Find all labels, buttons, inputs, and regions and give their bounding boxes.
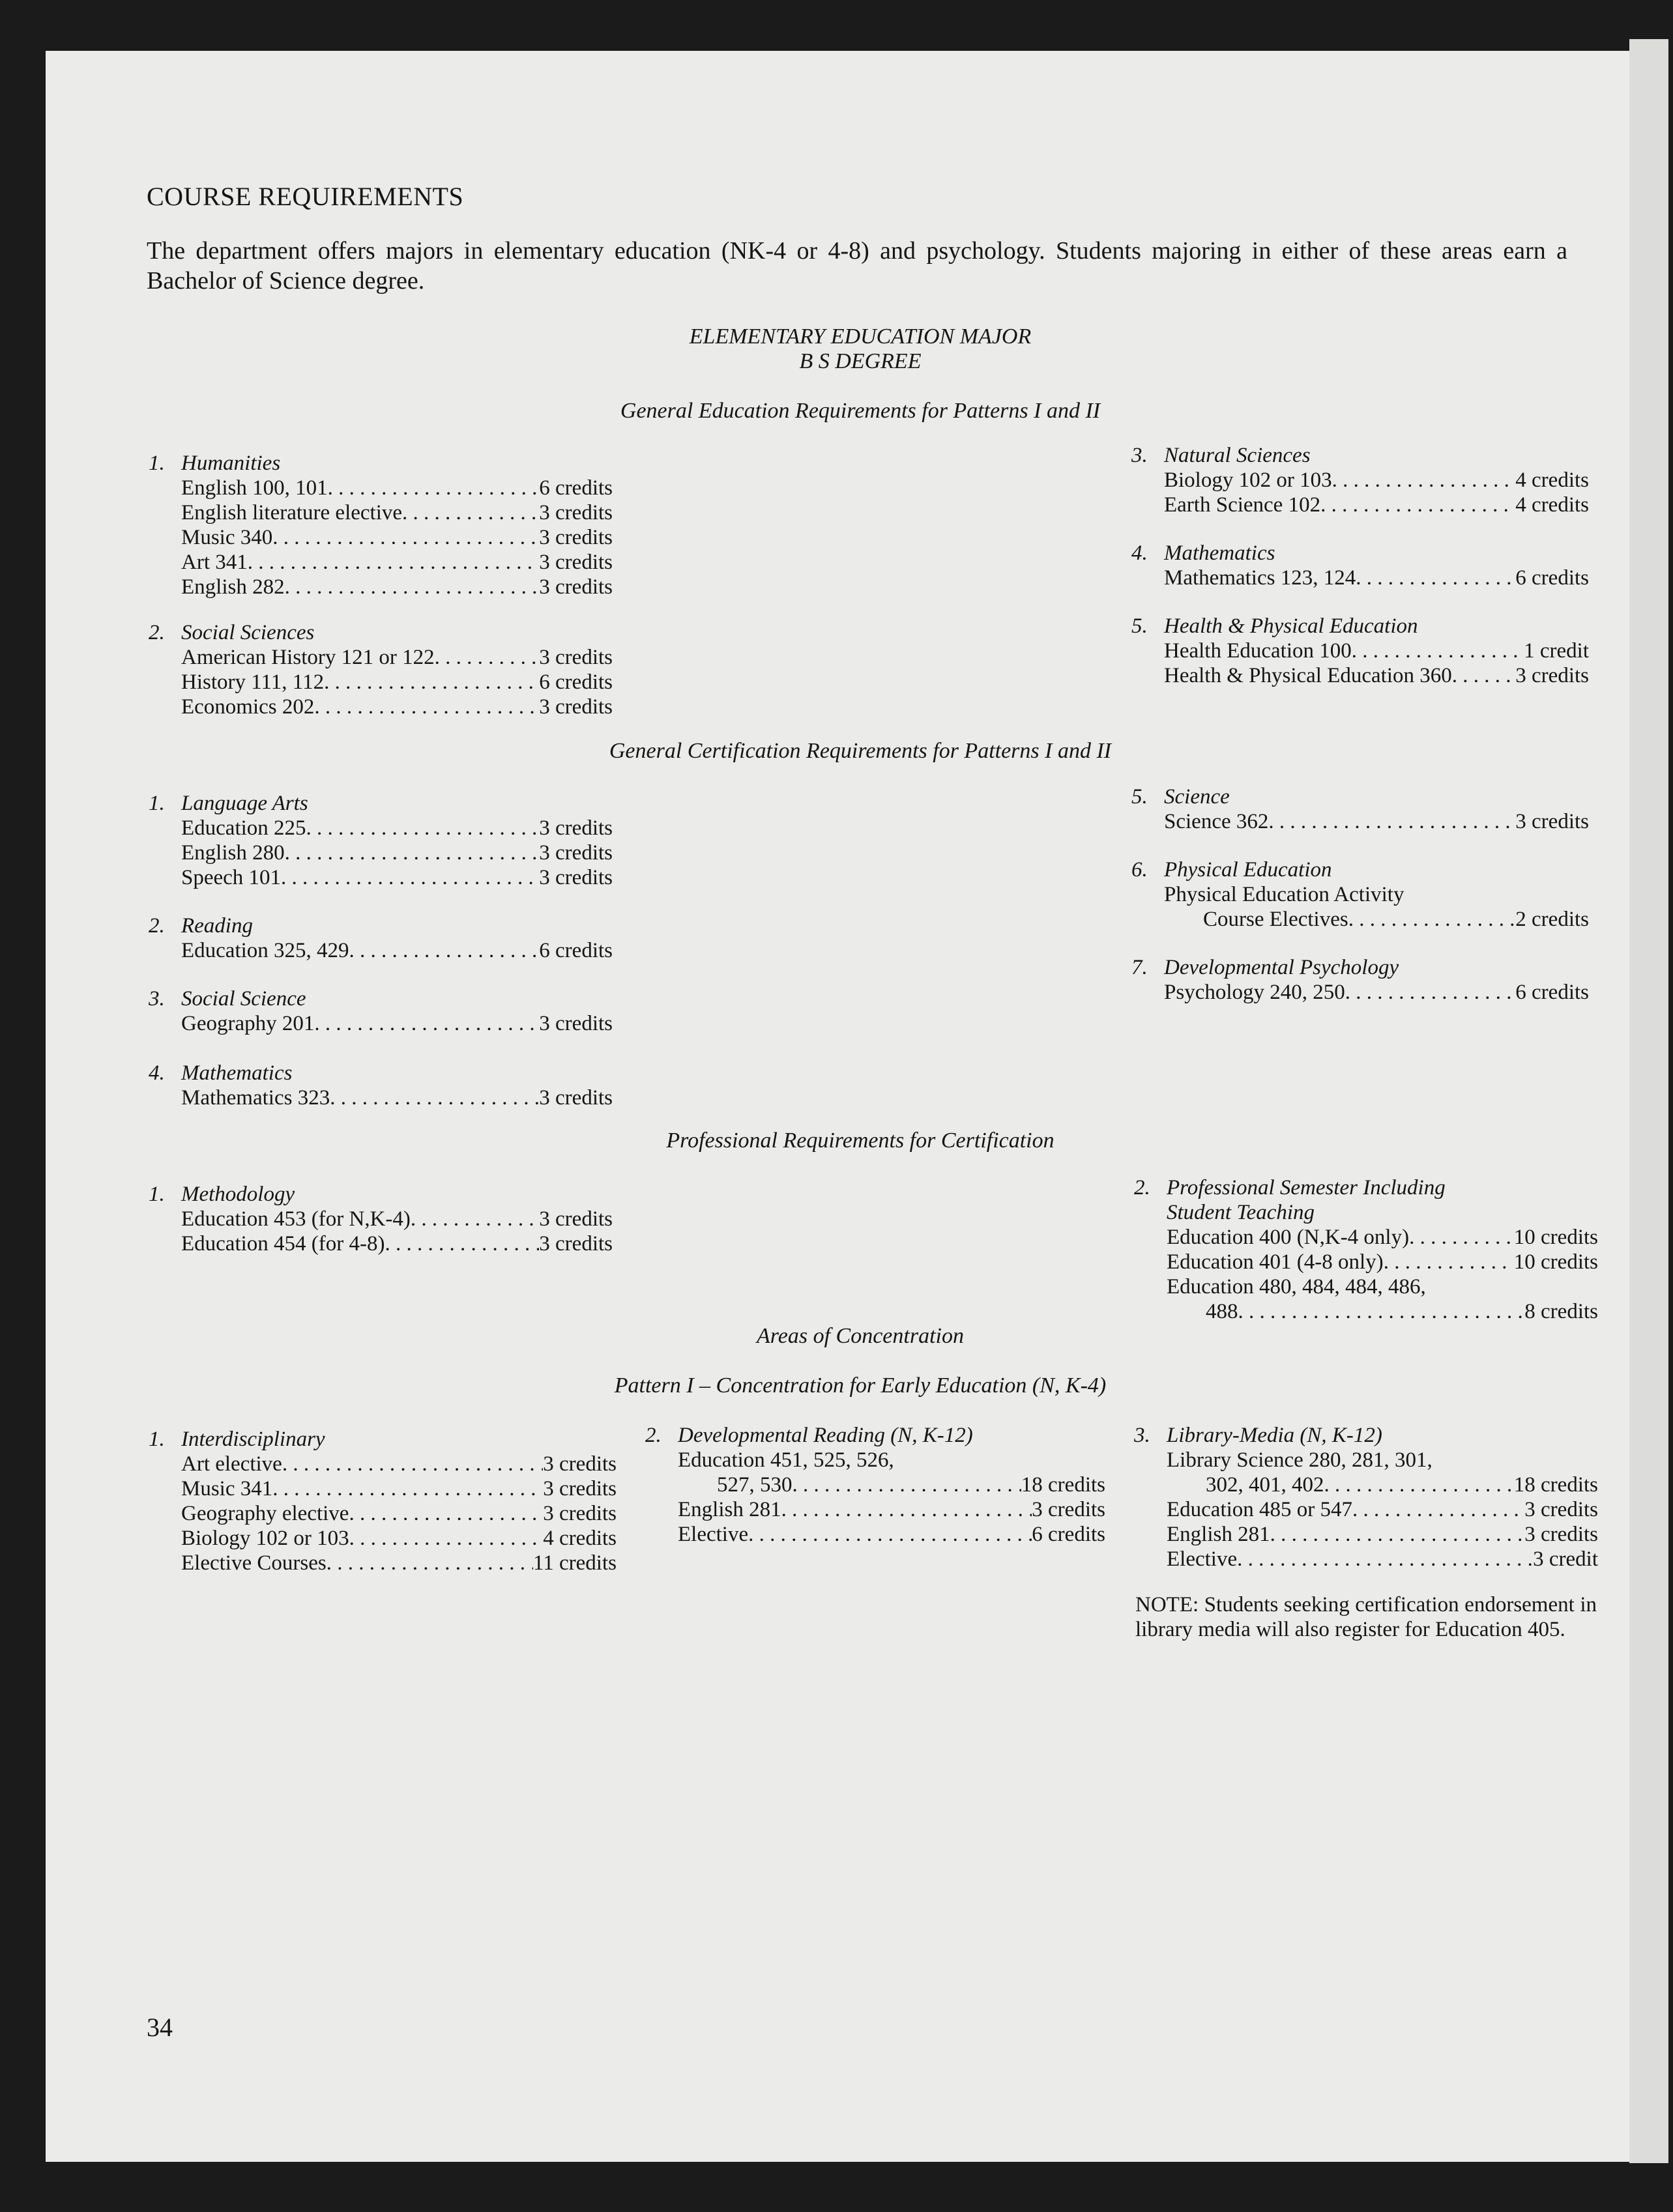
course-row: Health Education 100 . . . 1 credit [1131,639,1589,663]
page-number: 34 [147,2013,173,2042]
course-row: Mathematics 323 . . . 3 credits [149,1085,613,1110]
course-row: Economics 202 . . . 3 credits [149,695,613,719]
library-media-heading: Library-Media (N, K-12) [1167,1424,1382,1447]
course-row: Science 362 . . . 3 credits [1131,809,1589,834]
areas-of-concentration-title: Areas of Concentration [757,1324,964,1348]
natural-sciences-heading: Natural Sciences [1164,444,1311,467]
cert-mathematics-block: 4. Mathematics Mathematics 323 . . . 3 credits [149,1061,613,1110]
next-page-edge [1629,39,1668,2163]
course-row: Education 325, 429 . . . 6 credits [149,938,613,963]
social-science-heading: Social Science [181,987,306,1011]
natural-sciences-block: 3. Natural Sciences Biology 102 or 103 . . . 4 credits Earth Science 102 . . . 4 credits [1131,443,1589,517]
course-row: Music 341 . . . 3 credits [149,1476,617,1501]
course-row: Speech 101 . . . 3 credits [149,865,613,890]
developmental-reading-block: 2. Developmental Reading (N, K-12) Education 451, 525, 526, 527, 530 . . . 18 credits English 281 . . . 3 credits Elective . . . 6 credits [645,1423,1105,1547]
professional-requirements-title: Professional Requirements for Certification [666,1128,1055,1153]
methodology-heading: Methodology [181,1183,295,1206]
course-row: Earth Science 102 . . . 4 credits [1131,493,1589,517]
course-row: 302, 401, 402 . . . 18 credits [1134,1472,1598,1497]
course-requirements-heading: COURSE REQUIREMENTS [147,182,464,211]
library-media-block: 3. Library-Media (N, K-12) Library Science 280, 281, 301, 302, 401, 402 . . . 18 credits Education 485 or 547 . . . 3 credits English 281 . . . 3 credits Elective . . . 3 credit [1134,1423,1598,1572]
major-title: ELEMENTARY EDUCATION MAJOR [689,324,1032,349]
health-pe-block: 5. Health & Physical Education Health Education 100 . . . 1 credit Health & Physical Education 360 . . . 3 credits [1131,614,1589,688]
social-sciences-heading: Social Sciences [181,621,315,644]
course-row: Art elective . . . 3 credits [149,1452,617,1476]
course-row: 527, 530 . . . 18 credits [645,1472,1105,1497]
course-row: Education 225 . . . 3 credits [149,816,613,840]
course-row: Elective . . . 6 credits [645,1522,1105,1547]
health-pe-heading: Health & Physical Education [1164,614,1418,638]
science-heading: Science [1164,785,1230,809]
pattern-title: Pattern I – Concentration for Early Education (N, K-4) [614,1373,1107,1398]
humanities-block: 1. Humanities English 100, 101 . . . 6 credits English literature elective . . . 3 credits Music 340 . . . 3 credits Art 341 . . . 3 credits English 282 . . . 3 credits [149,451,613,599]
science-block: 5. Science Science 362 . . . 3 credits [1131,784,1589,834]
mathematics-heading: Mathematics [1164,541,1275,565]
course-row: English literature elective . . . 3 credits [149,500,613,525]
course-row: 488 . . . 8 credits [1134,1299,1598,1324]
course-row: English 282 . . . 3 credits [149,575,613,599]
interdisciplinary-heading: Interdisciplinary [181,1428,325,1451]
course-row: Music 340 . . . 3 credits [149,525,613,550]
developmental-reading-heading: Developmental Reading (N, K-12) [678,1424,973,1447]
language-arts-heading: Language Arts [181,792,308,815]
course-row: Mathematics 123, 124 . . . 6 credits [1131,566,1589,590]
course-row: Geography elective . . . 3 credits [149,1501,617,1526]
course-row: Education 454 (for 4-8) . . . 3 credits [149,1231,613,1256]
course-row: English 281 . . . 3 credits [645,1497,1105,1522]
course-row: Biology 102 or 103 . . . 4 credits [1131,468,1589,493]
course-row: History 111, 112 . . . 6 credits [149,670,613,695]
developmental-psychology-heading: Developmental Psychology [1164,956,1399,979]
physical-education-block: 6. Physical Education Physical Education Activity Course Electives . . . 2 credits [1131,857,1589,932]
course-row: Course Electives . . . 2 credits [1131,907,1589,932]
course-row: American History 121 or 122 . . . 3 credits [149,645,613,670]
language-arts-block: 1. Language Arts Education 225 . . . 3 credits English 280 . . . 3 credits Speech 101 . . . 3 credits [149,791,613,890]
course-row: English 280 . . . 3 credits [149,840,613,865]
course-row: English 281 . . . 3 credits [1134,1522,1598,1547]
humanities-heading: Humanities [181,452,281,475]
social-sciences-block: 2. Social Sciences American History 121 or 122 . . . 3 credits History 111, 112 . . . 6 credits Economics 202 . . . 3 credits [149,620,613,719]
course-row: Education 400 (N,K-4 only) . . . 10 credits [1134,1225,1598,1250]
course-row: Elective . . . 3 credit [1134,1547,1598,1572]
course-row: Psychology 240, 250 . . . 6 credits [1131,980,1589,1005]
gen-ed-title: General Education Requirements for Patterns I and II [620,399,1101,423]
reading-block: 2. Reading Education 325, 429 . . . 6 credits [149,913,613,963]
intro-paragraph: The department offers majors in elementary education (NK-4 or 4-8) and psychology. Students majoring in either of these areas earn a Bachelor of Science degree. [147,237,1567,294]
course-row: Geography 201 . . . 3 credits [149,1011,613,1036]
mathematics-block: 4. Mathematics Mathematics 123, 124 . . . 6 credits [1131,541,1589,590]
course-row: Elective Courses . . . 11 credits [149,1551,617,1575]
library-media-note: NOTE: Students seeking certification endorsement in library media will also register for Education 405. [1135,1593,1597,1641]
professional-semester-block: 2. Professional Semester Including Student Teaching Education 400 (N,K-4 only) . . . 10 credits Education 401 (4-8 only) . . . 10 credits Education 480, 484, 484, 486, 488 . . . 8 credits [1134,1175,1598,1324]
course-row: Health & Physical Education 360 . . . 3 credits [1131,663,1589,688]
interdisciplinary-block: 1. Interdisciplinary Art elective . . . 3 credits Music 341 . . . 3 credits Geography elective . . . 3 credits Biology 102 or 103 . . . 4 credits Elective Courses . . . 11 credits [149,1427,617,1575]
course-row: Education 453 (for N,K-4) . . . 3 credits [149,1207,613,1231]
course-row: Biology 102 or 103 . . . 4 credits [149,1526,617,1551]
course-row: Education 485 or 547 . . . 3 credits [1134,1497,1598,1522]
gen-cert-title: General Certification Requirements for Patterns I and II [609,739,1112,763]
social-science-block: 3. Social Science Geography 201 . . . 3 credits [149,986,613,1036]
physical-education-heading: Physical Education [1164,858,1332,882]
developmental-psychology-block: 7. Developmental Psychology Psychology 240, 250 . . . 6 credits [1131,955,1589,1005]
reading-heading: Reading [181,914,253,938]
cert-mathematics-heading: Mathematics [181,1061,293,1085]
methodology-block: 1. Methodology Education 453 (for N,K-4) . . . 3 credits Education 454 (for 4-8) . . . 3 credits [149,1182,613,1256]
course-row: Education 401 (4-8 only) . . . 10 credits [1134,1250,1598,1274]
professional-semester-heading: Professional Semester Including [1167,1176,1446,1199]
course-row: Art 341 . . . 3 credits [149,550,613,575]
degree-title: B S DEGREE [799,349,922,373]
course-row: English 100, 101 . . . 6 credits [149,476,613,500]
